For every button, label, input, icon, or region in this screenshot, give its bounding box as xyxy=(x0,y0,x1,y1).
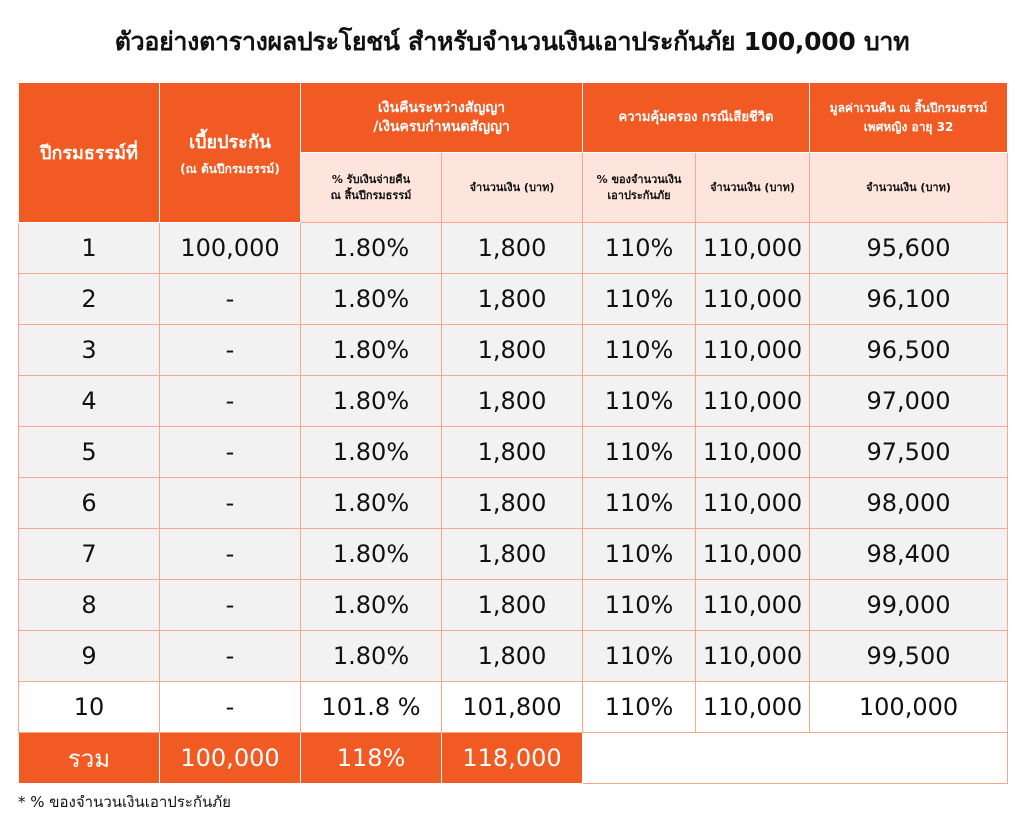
table-row xyxy=(19,580,1008,631)
header-surrender-line1: มูลค่าเวนคืน ณ สิ้นปีกรมธรรม์ xyxy=(829,100,988,115)
cell-surrender: 98,400 xyxy=(810,529,1008,580)
cell-coverage-pct: 110% xyxy=(583,376,696,427)
cell-surrender: 99,000 xyxy=(810,580,1008,631)
cell-cashback-pct: 1.80% xyxy=(301,376,442,427)
cell-coverage-pct: 110% xyxy=(583,529,696,580)
total-premium: 100,000 xyxy=(160,733,301,784)
table-row xyxy=(19,376,1008,427)
header-premium-label: เบี้ยประกัน xyxy=(188,131,272,153)
cell-year: 3 xyxy=(19,325,160,376)
cell-cashback-pct: 1.80% xyxy=(301,274,442,325)
cell-coverage-pct: 110% xyxy=(583,274,696,325)
cell-cashback-amount: 1,800 xyxy=(442,325,583,376)
cell-coverage-amount: 110,000 xyxy=(696,529,810,580)
cell-coverage-amount: 110,000 xyxy=(696,580,810,631)
cell-coverage-amount: 110,000 xyxy=(696,325,810,376)
benefit-table xyxy=(18,82,1008,784)
header-premium-note: (ณ ต้นปีกรมธรรม์) xyxy=(180,161,280,176)
cell-year: 2 xyxy=(19,274,160,325)
cell-surrender: 98,000 xyxy=(810,478,1008,529)
subheader-surrender-amount: จำนวนเงิน (บาท) xyxy=(810,153,1008,223)
cell-coverage-amount: 110,000 xyxy=(696,274,810,325)
header-premium xyxy=(160,83,301,223)
cell-year: 9 xyxy=(19,631,160,682)
cell-coverage-amount: 110,000 xyxy=(696,427,810,478)
cell-premium: - xyxy=(160,478,301,529)
cell-coverage-pct: 110% xyxy=(583,682,696,733)
cell-coverage-amount: 110,000 xyxy=(696,376,810,427)
header-surrender-line2: เพศหญิง อายุ 32 xyxy=(863,119,954,134)
subheader-cashback-pct xyxy=(301,153,442,223)
header-cashback-line1: เงินคืนระหว่างสัญญา xyxy=(377,99,506,116)
table-row xyxy=(19,427,1008,478)
total-label: รวม xyxy=(19,733,160,784)
cell-cashback-pct: 1.80% xyxy=(301,529,442,580)
cell-cashback-amount: 1,800 xyxy=(442,580,583,631)
cell-year: 1 xyxy=(19,223,160,274)
cell-coverage-amount: 110,000 xyxy=(696,682,810,733)
cell-cashback-pct: 1.80% xyxy=(301,223,442,274)
cell-year: 8 xyxy=(19,580,160,631)
subheader-coverage-pct-line2: เอาประกันภัย xyxy=(607,188,671,202)
total-row xyxy=(19,733,1008,784)
cell-premium: - xyxy=(160,274,301,325)
header-coverage-group xyxy=(583,83,810,153)
header-policy-year xyxy=(19,83,160,223)
cell-year: 4 xyxy=(19,376,160,427)
cell-cashback-amount: 1,800 xyxy=(442,274,583,325)
cell-surrender: 100,000 xyxy=(810,682,1008,733)
cell-cashback-pct: 1.80% xyxy=(301,478,442,529)
cell-premium: - xyxy=(160,631,301,682)
cell-coverage-pct: 110% xyxy=(583,325,696,376)
cell-premium: - xyxy=(160,427,301,478)
total-blank xyxy=(583,733,1008,784)
cell-cashback-amount: 101,800 xyxy=(442,682,583,733)
subheader-cashback-pct-line1: % รับเงินจ่ายคืน xyxy=(331,172,411,186)
table-row xyxy=(19,325,1008,376)
cell-cashback-pct: 1.80% xyxy=(301,325,442,376)
cell-premium: 100,000 xyxy=(160,223,301,274)
cell-premium: - xyxy=(160,529,301,580)
cell-cashback-pct: 101.8 % xyxy=(301,682,442,733)
cell-cashback-amount: 1,800 xyxy=(442,529,583,580)
header-cashback-line2: /เงินครบกำหนดสัญญา xyxy=(373,118,510,135)
cell-coverage-amount: 110,000 xyxy=(696,478,810,529)
cell-year: 10 xyxy=(19,682,160,733)
cell-coverage-pct: 110% xyxy=(583,478,696,529)
cell-coverage-pct: 110% xyxy=(583,427,696,478)
footnote: * % ของจำนวนเงินเอาประกันภัย xyxy=(18,793,231,811)
subheader-cashback-pct-line2: ณ สิ้นปีกรมธรรม์ xyxy=(330,188,412,202)
header-surrender-group xyxy=(810,83,1008,153)
cell-cashback-amount: 1,800 xyxy=(442,376,583,427)
cell-premium: - xyxy=(160,325,301,376)
cell-cashback-pct: 1.80% xyxy=(301,427,442,478)
cell-year: 6 xyxy=(19,478,160,529)
header-cashback-group xyxy=(301,83,583,153)
cell-year: 5 xyxy=(19,427,160,478)
cell-cashback-amount: 1,800 xyxy=(442,427,583,478)
table-row xyxy=(19,631,1008,682)
table-row xyxy=(19,682,1008,733)
table-row xyxy=(19,529,1008,580)
header-coverage-label: ความคุ้มครอง กรณีเสียชีวิต xyxy=(618,110,774,125)
cell-cashback-amount: 1,800 xyxy=(442,478,583,529)
cell-cashback-pct: 1.80% xyxy=(301,580,442,631)
cell-cashback-amount: 1,800 xyxy=(442,631,583,682)
cell-surrender: 97,000 xyxy=(810,376,1008,427)
cell-coverage-pct: 110% xyxy=(583,580,696,631)
header-policy-year-label: ปีกรมธรรม์ที่ xyxy=(40,143,138,164)
cell-premium: - xyxy=(160,580,301,631)
cell-coverage-amount: 110,000 xyxy=(696,631,810,682)
table-row xyxy=(19,274,1008,325)
cell-cashback-pct: 1.80% xyxy=(301,631,442,682)
cell-surrender: 95,600 xyxy=(810,223,1008,274)
page-title: ตัวอย่างตารางผลประโยชน์ สำหรับจำนวนเงินเอาประกันภัย 100,000 บาท xyxy=(114,27,910,56)
subheader-coverage-pct xyxy=(583,153,696,223)
total-cashback-pct: 118% xyxy=(301,733,442,784)
cell-coverage-amount: 110,000 xyxy=(696,223,810,274)
cell-year: 7 xyxy=(19,529,160,580)
cell-premium: - xyxy=(160,682,301,733)
total-cashback-amount: 118,000 xyxy=(442,733,583,784)
subheader-cashback-amount: จำนวนเงิน (บาท) xyxy=(442,153,583,223)
table-row xyxy=(19,223,1008,274)
subheader-coverage-pct-line1: % ของจำนวนเงิน xyxy=(596,172,682,186)
cell-coverage-pct: 110% xyxy=(583,631,696,682)
cell-coverage-pct: 110% xyxy=(583,223,696,274)
cell-surrender: 99,500 xyxy=(810,631,1008,682)
cell-premium: - xyxy=(160,376,301,427)
table-row xyxy=(19,478,1008,529)
cell-surrender: 96,500 xyxy=(810,325,1008,376)
cell-surrender: 97,500 xyxy=(810,427,1008,478)
cell-surrender: 96,100 xyxy=(810,274,1008,325)
subheader-coverage-amount: จำนวนเงิน (บาท) xyxy=(696,153,810,223)
cell-cashback-amount: 1,800 xyxy=(442,223,583,274)
